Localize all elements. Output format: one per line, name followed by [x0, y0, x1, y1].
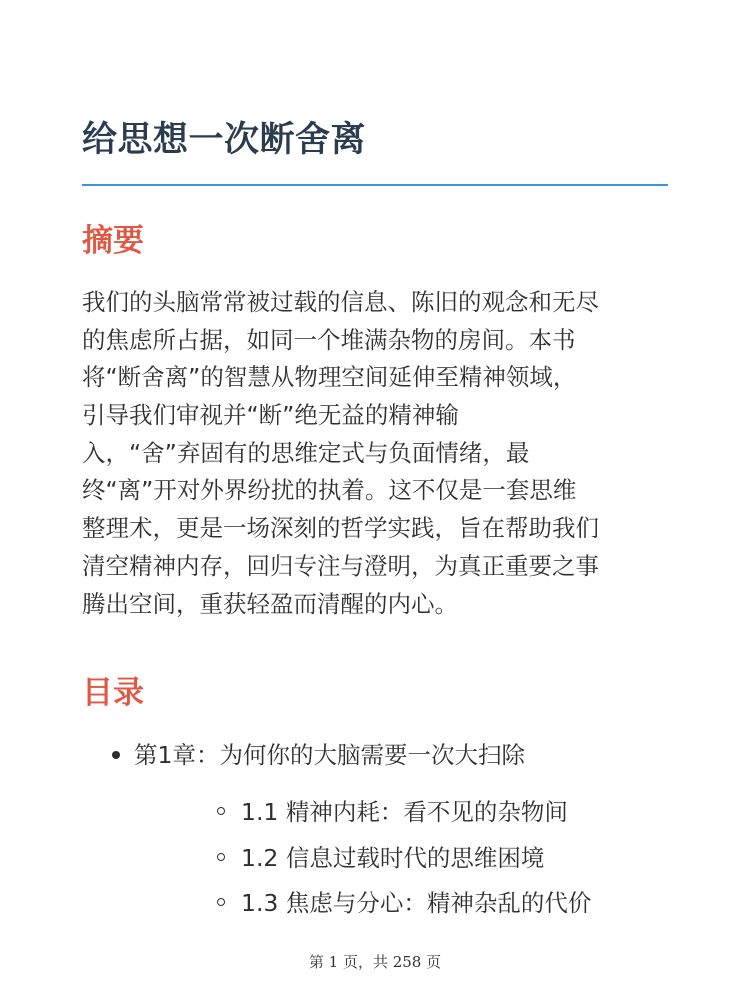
abstract-line: 的焦虑所占据，如同一个堆满杂物的房间。本书	[82, 325, 576, 354]
abstract-heading: 摘要	[82, 223, 144, 259]
toc-section-item	[188, 836, 668, 882]
bullet-circle-icon	[217, 807, 225, 815]
table-of-contents	[82, 734, 668, 927]
abstract-line: 入，“舍”弃固有的思维定式与负面情绪，最	[82, 438, 530, 467]
bullet-circle-icon	[217, 898, 225, 906]
bullet-circle-icon	[217, 853, 225, 861]
toc-section-label: 1.1 精神内耗：看不见的杂物间	[241, 798, 568, 826]
title-divider	[82, 184, 668, 186]
abstract-line: 我们的头脑常常被过载的信息、陈旧的观念和无尽	[82, 288, 599, 316]
toc-section-label: 1.2 信息过载时代的思维困境	[241, 843, 545, 872]
toc-heading: 目录	[82, 675, 144, 711]
toc-chapter-label: 第1章：为何你的大脑需要一次大扫除	[134, 741, 525, 769]
abstract-paragraph	[82, 284, 668, 623]
abstract-line: 将“断舍离”的智慧从物理空间延伸至精神领域，	[82, 363, 577, 392]
abstract-line: 清空精神内存，回归专注与澄明，为真正重要之事	[82, 551, 599, 580]
abstract-line: 引导我们审视并“断”绝无益的精神输	[82, 401, 459, 430]
abstract-line: 腾出空间，重获轻盈而清醒的内心。	[82, 589, 458, 618]
page-number-footer: 第 1 页，共 258 页	[308, 953, 442, 971]
toc-section-item	[188, 881, 668, 927]
toc-section-label: 1.3 焦虑与分心：精神杂乱的代价	[241, 889, 592, 917]
toc-section-item	[188, 790, 668, 836]
toc-section-list	[134, 790, 668, 927]
document-title: 给思想一次断舍离	[82, 120, 367, 160]
abstract-line: 整理术，更是一场深刻的哲学实践，旨在帮助我们	[82, 514, 599, 543]
toc-chapter-item	[82, 734, 668, 927]
document-page	[82, 0, 668, 1000]
bullet-disc-icon	[112, 751, 120, 759]
abstract-line: 终“离”开对外界纷扰的执着。这不仅是一套思维	[82, 476, 577, 505]
